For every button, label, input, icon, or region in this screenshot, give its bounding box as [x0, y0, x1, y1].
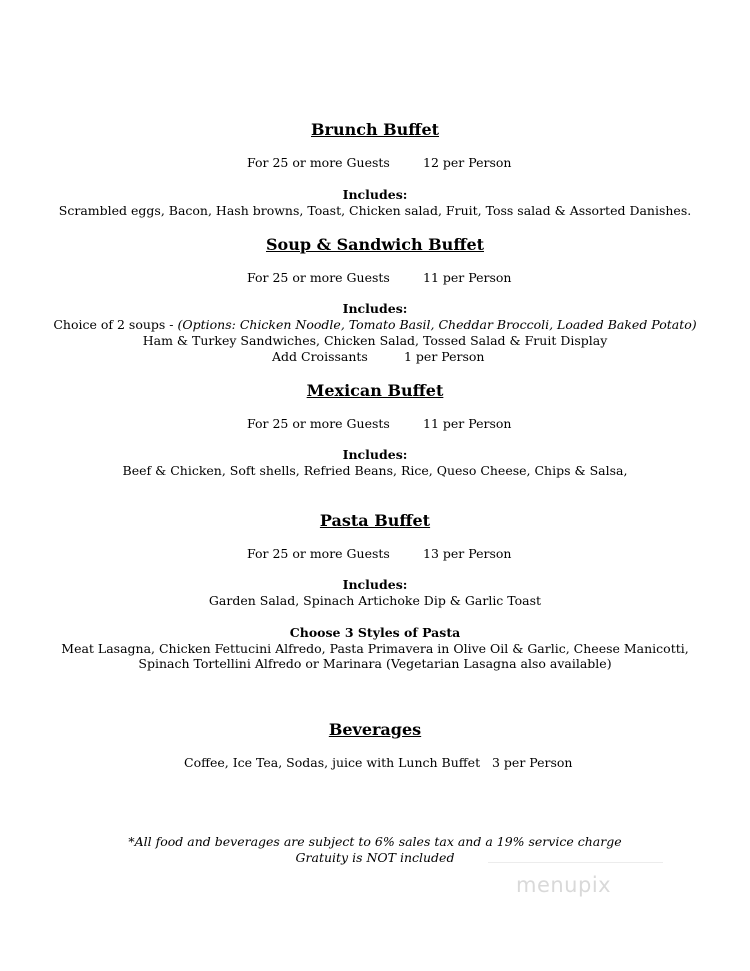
brunch-price: 12 per Person [423, 155, 512, 170]
pasta-items: Garden Salad, Spinach Artichoke Dip & Garlic Toast [208, 593, 542, 608]
beverages-items: Coffee, Ice Tea, Sodas, juice with Lunch Buffet [184, 755, 481, 770]
footer-gratuity-note: Gratuity is NOT included [295, 850, 455, 865]
soup-guests: For 25 or more Guests [247, 270, 390, 285]
soup-title: Soup & Sandwich Buffet [265, 235, 485, 254]
mexican-guests: For 25 or more Guests [247, 416, 390, 431]
mexican-price: 11 per Person [423, 416, 512, 431]
brunch-includes-label: Includes: [342, 187, 408, 202]
pasta-choose-line2: Spinach Tortellini Alfredo or Marinara (Vegetarian Lasagna also available) [138, 656, 612, 671]
footer-tax-note: *All food and beverages are subject to 6% sales tax and a 19% service charge [128, 834, 622, 849]
pasta-choose-label: Choose 3 Styles of Pasta [289, 625, 461, 640]
pasta-choose-line1: Meat Lasagna, Chicken Fettucini Alfredo, Pasta Primavera in Olive Oil & Garlic, Cheese Manicotti, [61, 641, 689, 656]
menupix-watermark: menupix [516, 873, 612, 897]
brunch-title: Brunch Buffet [310, 120, 440, 139]
pasta-price: 13 per Person [423, 546, 512, 561]
soup-choice-label: Choice of 2 soups - [53, 317, 178, 332]
soup-includes-label: Includes: [342, 301, 408, 316]
soup-items: Ham & Turkey Sandwiches, Chicken Salad, Tossed Salad & Fruit Display [142, 333, 608, 348]
soup-price: 11 per Person [423, 270, 512, 285]
pasta-includes-label: Includes: [342, 577, 408, 592]
brunch-guests: For 25 or more Guests [247, 155, 390, 170]
beverages-price: 3 per Person [492, 755, 573, 770]
pasta-guests: For 25 or more Guests [247, 546, 390, 561]
mexican-title: Mexican Buffet [306, 381, 444, 400]
mexican-items: Beef & Chicken, Soft shells, Refried Beans, Rice, Queso Cheese, Chips & Salsa, [122, 463, 628, 478]
pasta-title: Pasta Buffet [319, 511, 431, 530]
mexican-includes-label: Includes: [342, 447, 408, 462]
beverages-title: Beverages [328, 720, 422, 739]
brunch-items: Scrambled eggs, Bacon, Hash browns, Toast, Chicken salad, Fruit, Toss salad & Assorted Danishes. [58, 203, 692, 218]
soup-choice-line [0, 317, 750, 333]
soup-addon-price: 1 per Person [404, 349, 485, 364]
soup-options: (Options: Chicken Noodle, Tomato Basil, Cheddar Broccoli, Loaded Baked Potato) [177, 317, 697, 332]
soup-addon-label: Add Croissants [272, 349, 368, 364]
watermark-divider [488, 862, 663, 863]
